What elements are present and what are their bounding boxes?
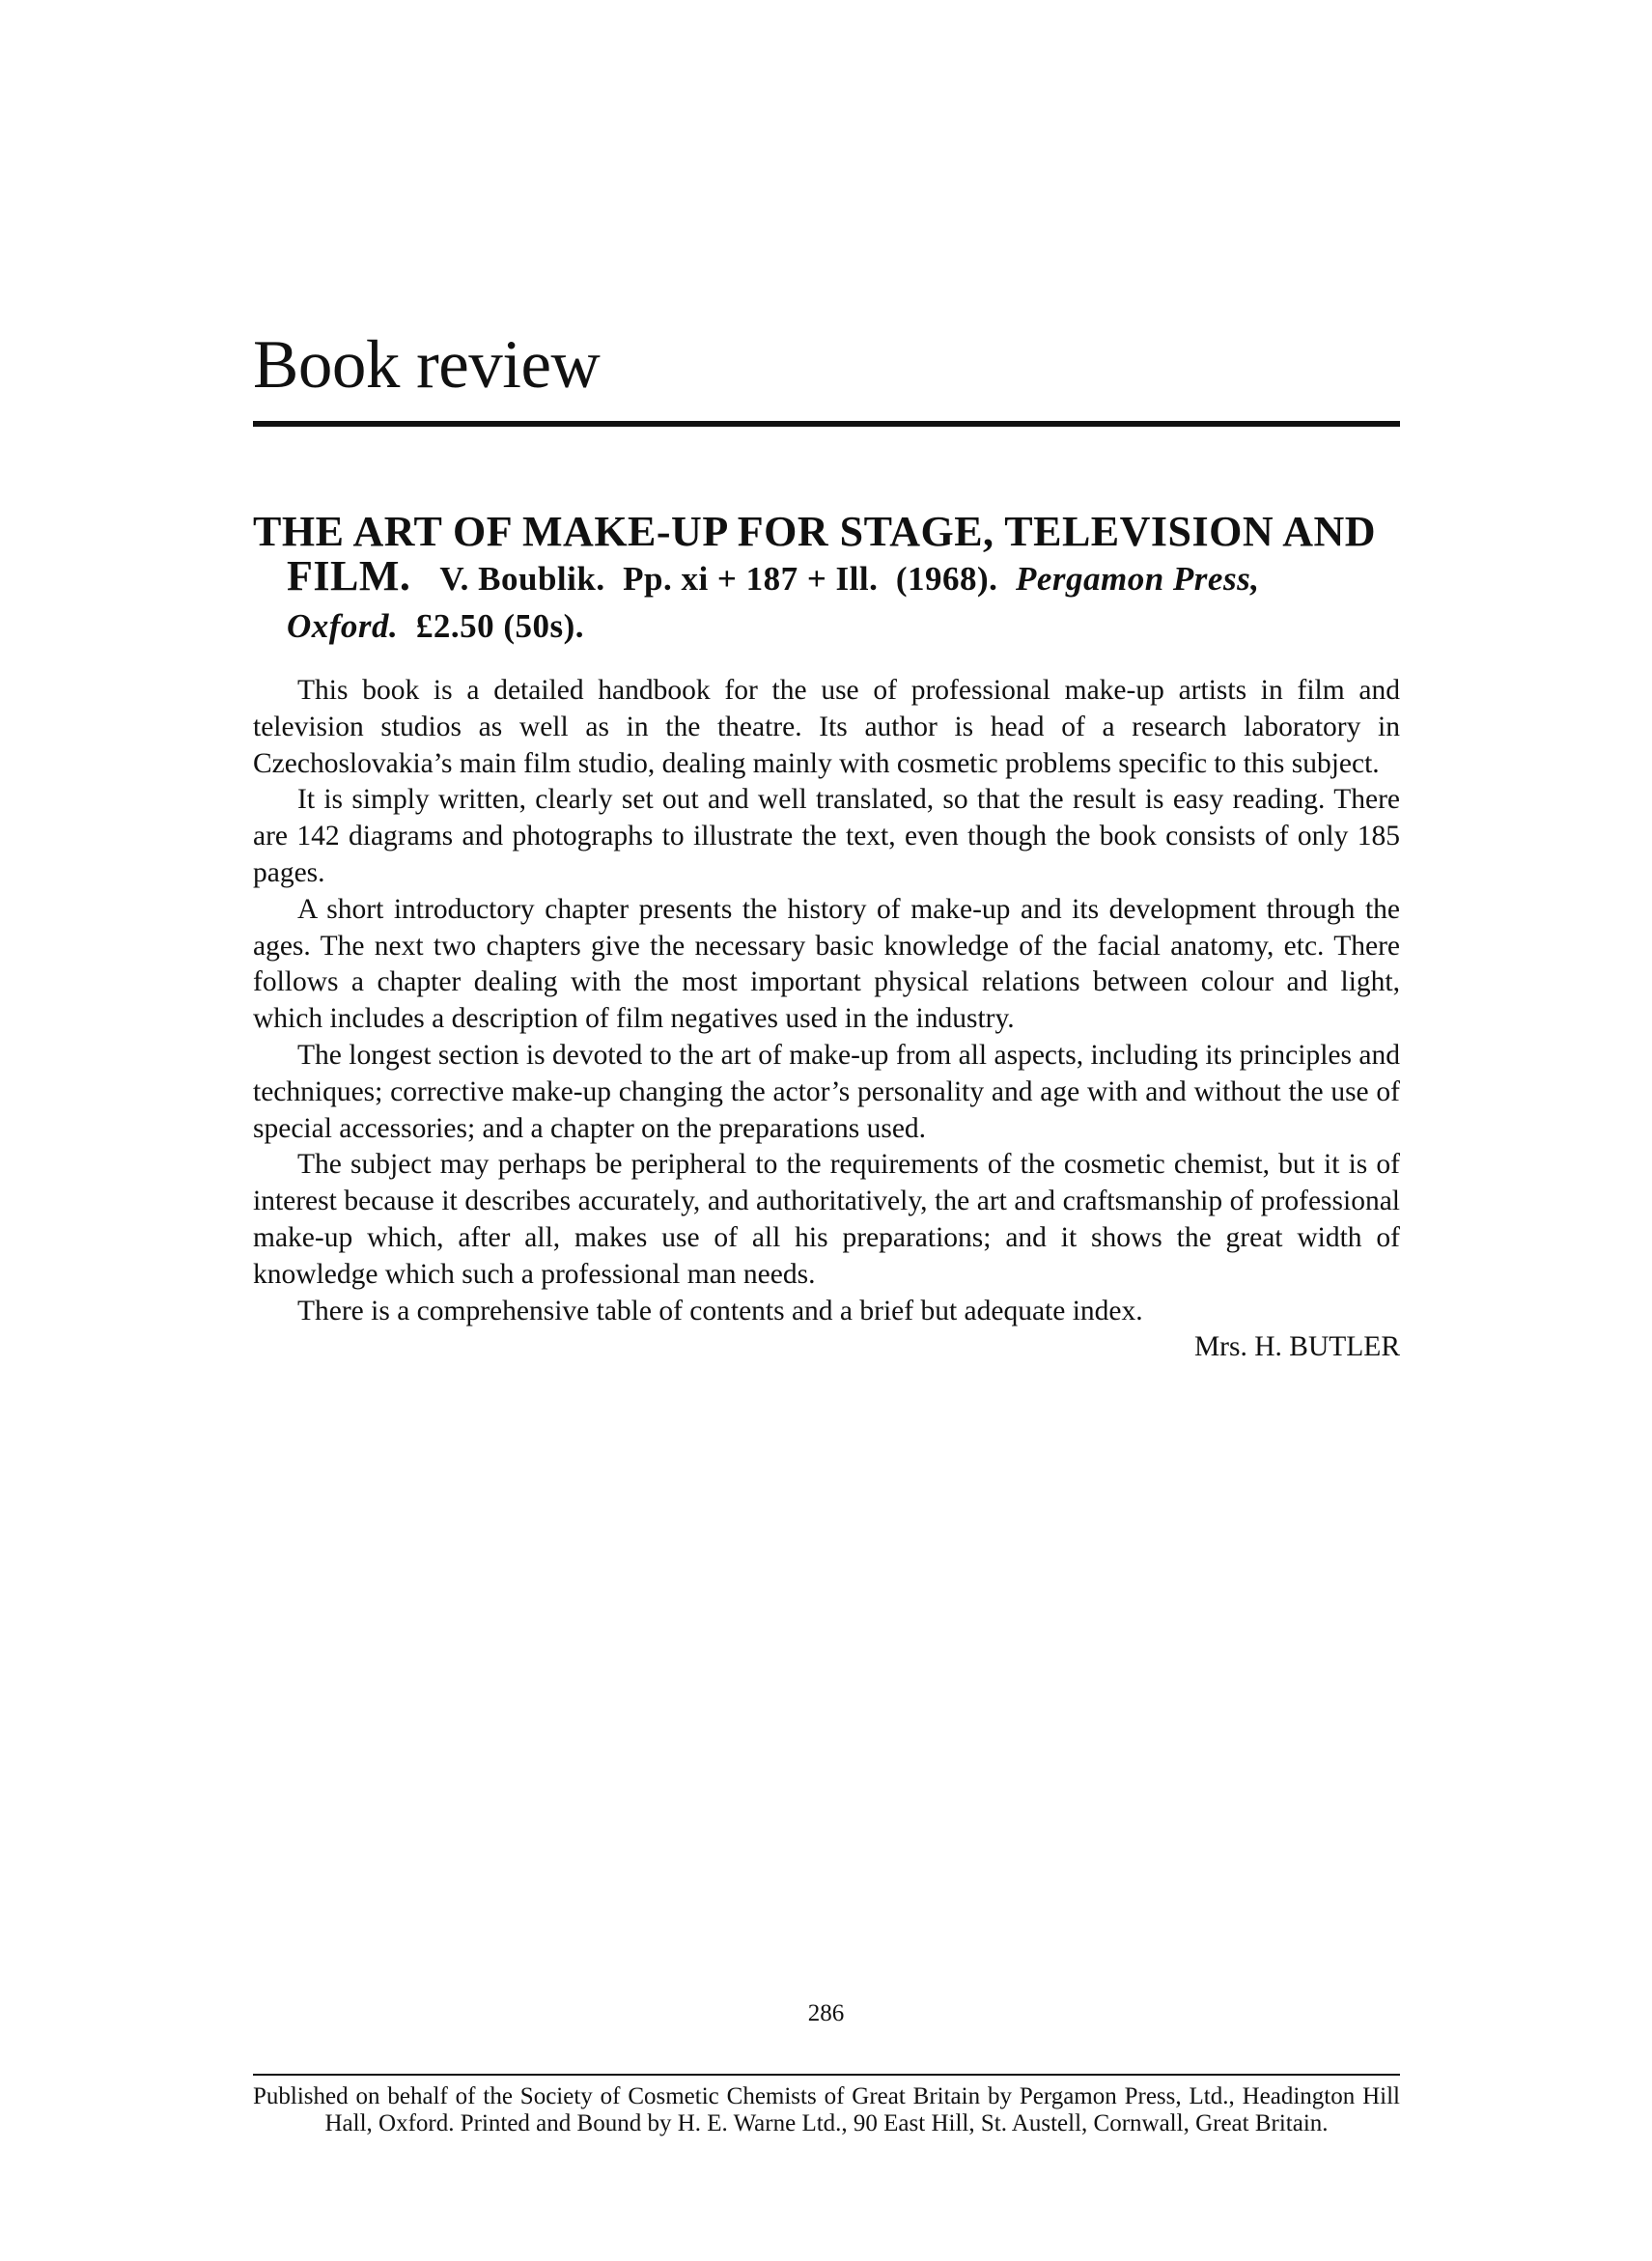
reviewer-signature: Mrs. H. BUTLER: [1193, 1331, 1400, 1363]
review-body: [253, 673, 1400, 1329]
review-content: [253, 510, 1400, 1366]
section-heading: Book review: [253, 327, 601, 403]
book-year: (1968).: [895, 560, 998, 598]
publisher-footer: Published on behalf of the Society of Cosmetic Chemists of Great Britain by Pergamon Press, Ltd., Headington Hill Hall, Oxford. Printed and Bound by H. E. Warne Ltd., 90 East Hill, St. Austell, Cornwall, Great Britain.: [253, 2083, 1400, 2136]
book-citation: [253, 510, 1400, 649]
book-price: £2.50 (50s).: [415, 607, 584, 645]
book-publisher: Pergamon Press,: [1015, 560, 1260, 598]
review-paragraph: The subject may perhaps be peripheral to the requirements of the cosmetic chemist, but it is of interest because it describes accurately, and authoritatively, the art and craftsmanship of professional make-up which, after all, makes use of all his preparations; and it shows the great width of knowledge which such a professional man needs.: [253, 1149, 1400, 1290]
footer-rule: [253, 2074, 1400, 2076]
book-pages: Pp. xi + 187 + Ill.: [623, 560, 879, 598]
review-paragraph: This book is a detailed handbook for the use of professional make-up artists in film and television studios as well as in the theatre. Its author is head of a research laboratory in Czechoslovakia’s main film studio, dealing mainly with cosmetic problems specific to this subject.: [253, 675, 1400, 779]
book-title-line2: FILM.: [287, 552, 411, 600]
heading-rule: [253, 421, 1400, 427]
review-paragraph: The longest section is devoted to the art of make-up from all aspects, including its principles and techniques; corrective make-up changing the actor’s personality and age with and without the use of special accessories; and a chapter on the preparations used.: [253, 1039, 1400, 1144]
book-author: V. Boublik.: [439, 560, 605, 598]
book-title-line1: THE ART OF MAKE-UP FOR STAGE, TELEVISION AND: [253, 508, 1377, 555]
page-number: 286: [807, 2000, 845, 2026]
review-paragraph: There is a comprehensive table of contents and a brief but adequate index.: [297, 1295, 1143, 1326]
review-paragraph: A short introductory chapter presents the history of make-up and its development through the ages. The next two chapters give the necessary basic knowledge of the facial anatomy, etc. There follows a chapter dealing with the most important physical relations between colour and light, which includes a description of film negatives used in the industry.: [253, 893, 1400, 1035]
review-paragraph: It is simply written, clearly set out and well translated, so that the result is easy reading. There are 142 diagrams and photographs to illustrate the text, even though the book consists of only 185 pages.: [253, 784, 1400, 888]
book-place: Oxford.: [287, 607, 399, 645]
